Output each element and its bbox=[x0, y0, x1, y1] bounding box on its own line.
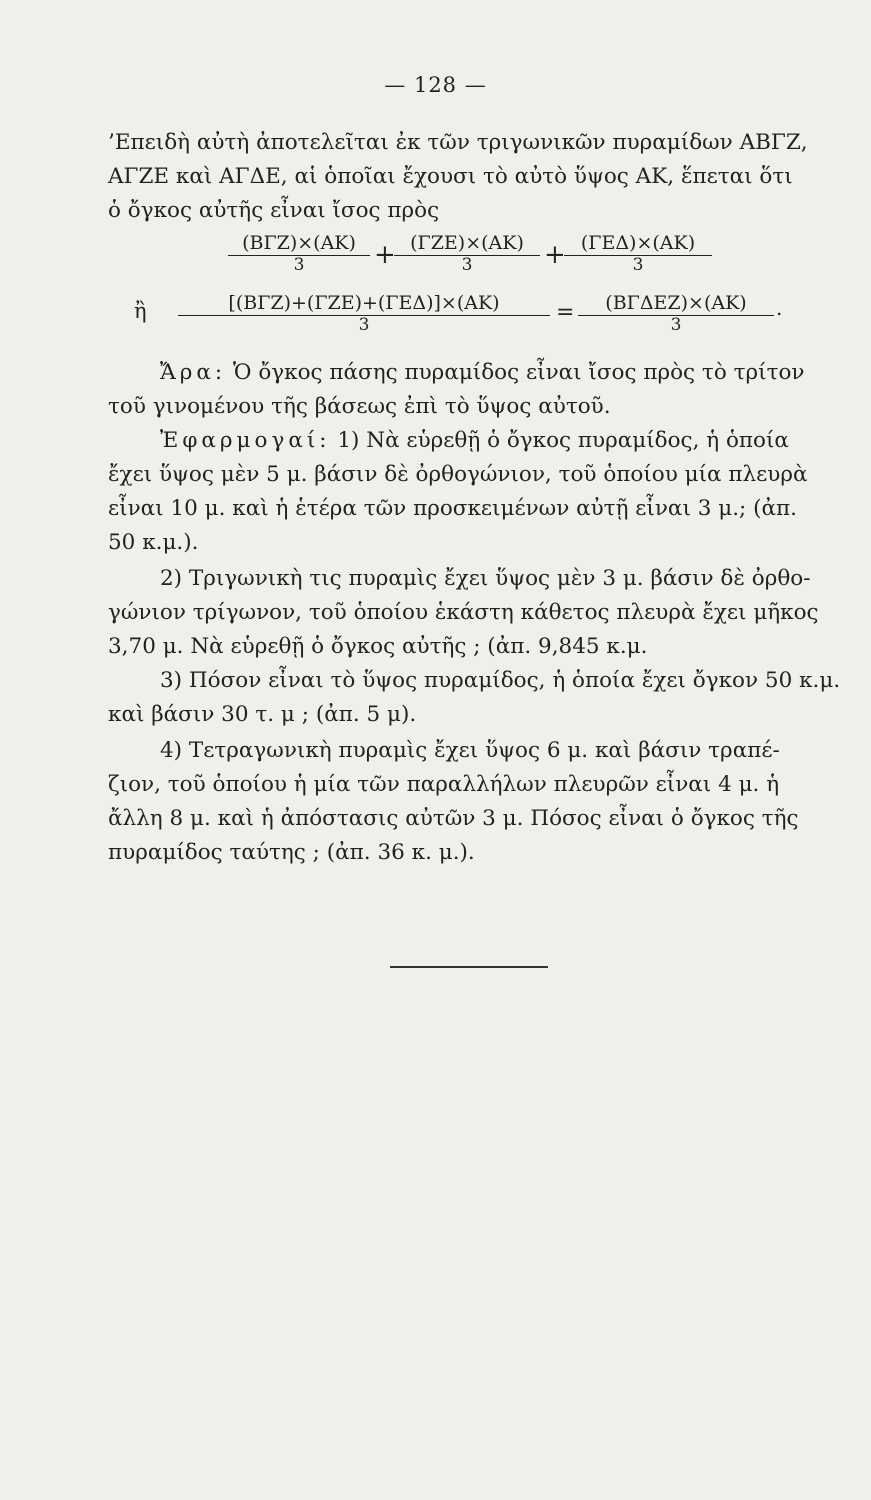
fraction-denominator: 3 bbox=[461, 255, 473, 275]
formula-period: . bbox=[776, 296, 783, 320]
fraction-numerator: (ΒΓΔΕΖ)×(ΑΚ) bbox=[578, 292, 774, 316]
applications-line-1 bbox=[160, 426, 789, 456]
fraction-denominator: 3 bbox=[358, 315, 370, 335]
applications-label: Ἐφαρμογαί: bbox=[160, 428, 331, 453]
fraction-numerator: (ΒΓΖ)×(ΑΚ) bbox=[228, 232, 370, 256]
exercise-2-line-3: 3,70 μ. Νὰ εὑρεθῇ ὁ ὄγκος αὐτῆς ; (ἀπ. 9,845 κ.μ. bbox=[108, 634, 648, 659]
exercise-1-line-2: ἔχει ὕψος μὲν 5 μ. βάσιν δὲ ὀρθογώνιον, τοῦ ὁποίου μία πλευρὰ bbox=[108, 462, 808, 487]
fraction-denominator: 3 bbox=[670, 315, 682, 335]
fraction-term-1 bbox=[228, 232, 370, 274]
formula-prefix: ἢ bbox=[134, 299, 147, 323]
fraction-term-3 bbox=[564, 232, 712, 274]
page-number: — 128 — bbox=[384, 73, 487, 97]
conclusion-line-2: τοῦ γινομένου τῆς βάσεως ἐπὶ τὸ ὕψος αὐτοῦ. bbox=[108, 394, 611, 419]
exercise-4-line-4: πυραμίδος ταύτης ; (ἀπ. 36 κ. μ.). bbox=[108, 840, 475, 865]
exercise-4-line-2: ζιον, τοῦ ὁποίου ἡ μία τῶν παραλλήλων πλευρῶν εἶναι 4 μ. ἡ bbox=[108, 772, 780, 797]
exercise-1-line-4: 50 κ.μ.). bbox=[108, 530, 199, 555]
section-divider bbox=[390, 966, 548, 968]
exercise-2-line-1: 2) Τριγωνικὴ τις πυραμὶς ἔχει ὕψος μὲν 3 μ. βάσιν δὲ ὀρθο- bbox=[160, 566, 811, 591]
exercise-3-line-2: καὶ βάσιν 30 τ. μ ; (ἀπ. 5 μ). bbox=[108, 702, 417, 727]
plus-sign: + bbox=[544, 240, 566, 270]
plus-sign: + bbox=[374, 240, 396, 270]
exercise-4-line-1: 4) Τετραγωνικὴ πυραμὶς ἔχει ὕψος 6 μ. καὶ βάσιν τραπέ- bbox=[160, 738, 780, 763]
fraction-lhs bbox=[178, 292, 550, 334]
fraction-numerator: (ΓΖΕ)×(ΑΚ) bbox=[394, 232, 540, 256]
fraction-denominator: 3 bbox=[293, 255, 305, 275]
fraction-term-2 bbox=[394, 232, 540, 274]
exercise-2-line-2: γώνιον τρίγωνον, τοῦ ὁποίου ἑκάστη κάθετος πλευρὰ ἔχει μῆκος bbox=[108, 600, 819, 625]
fraction-numerator: [(ΒΓΖ)+(ΓΖΕ)+(ΓΕΔ)]×(ΑΚ) bbox=[178, 292, 550, 316]
conclusion-line-1 bbox=[160, 358, 804, 388]
exercise-3-line-1: 3) Πόσον εἶναι τὸ ὕψος πυραμίδος, ἡ ὁποία ἔχει ὄγκον 50 κ.μ. bbox=[160, 668, 841, 693]
equals-sign: = bbox=[556, 300, 575, 325]
conclusion-text: Ὁ ὄγκος πάσης πυραμίδος εἶναι ἴσος πρὸς τὸ τρίτον bbox=[233, 360, 805, 385]
fraction-denominator: 3 bbox=[632, 255, 644, 275]
intro-line-3: ὁ ὄγκος αὐτῆς εἶναι ἴσος πρὸς bbox=[108, 198, 440, 223]
intro-line-2: ΑΓΖΕ καὶ ΑΓΔΕ, αἱ ὁποῖαι ἔχουσι τὸ αὐτὸ ὕψος ΑΚ, ἕπεται ὅτι bbox=[108, 164, 793, 189]
exercise-1-text: 1) Νὰ εὑρεθῇ ὁ ὄγκος πυραμίδος, ἡ ὁποία bbox=[337, 428, 789, 453]
intro-line-1: ’Επειδὴ αὐτὴ ἀποτελεῖται ἐκ τῶν τριγωνικῶν πυραμίδων ΑΒΓΖ, bbox=[108, 130, 808, 155]
exercise-1-line-3: εἶναι 10 μ. καὶ ἡ ἑτέρα τῶν προσκειμένων αὐτῇ εἶναι 3 μ.; (ἀπ. bbox=[108, 496, 797, 521]
exercise-4-line-3: ἄλλη 8 μ. καὶ ἡ ἀπόστασις αὐτῶν 3 μ. Πόσος εἶναι ὁ ὄγκος τῆς bbox=[108, 806, 799, 831]
conclusion-label: Ἄρα: bbox=[160, 360, 227, 385]
fraction-numerator: (ΓΕΔ)×(ΑΚ) bbox=[564, 232, 712, 256]
fraction-rhs bbox=[578, 292, 774, 334]
